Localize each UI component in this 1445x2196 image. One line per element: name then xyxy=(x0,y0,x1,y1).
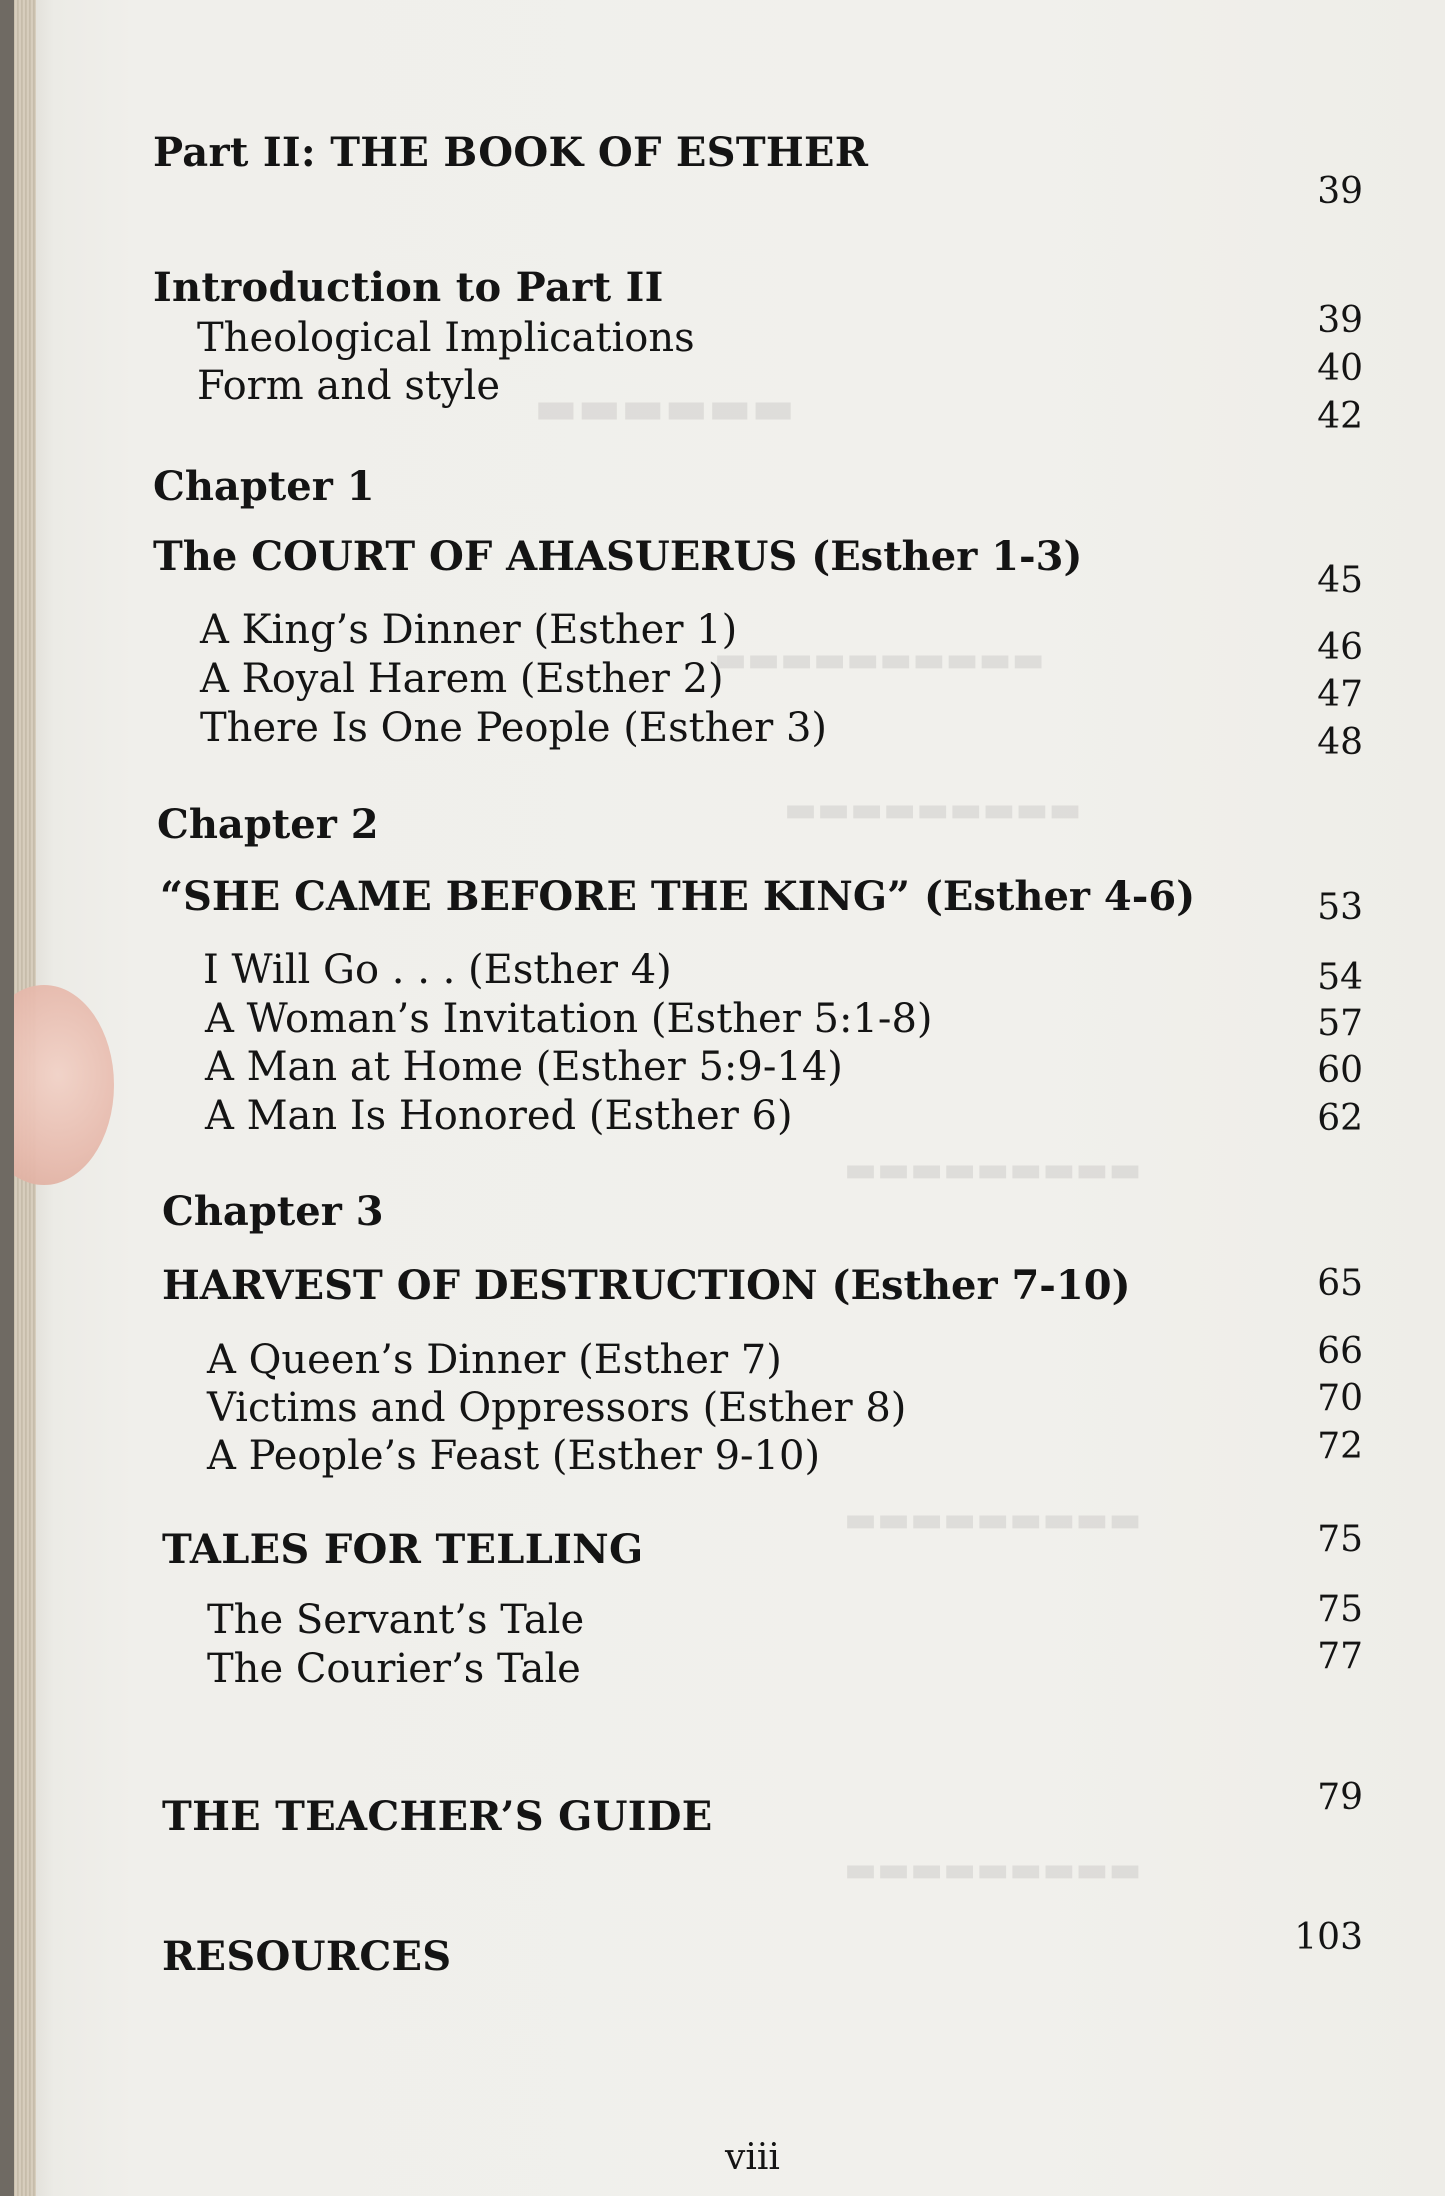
toc-entry: A Man at Home (Esther 5:9-14) xyxy=(205,1044,843,1090)
chapter-1-title-main: The COURT OF AHASUERUS xyxy=(153,533,798,580)
teacher-guide-title: THE TEACHER’S GUIDE xyxy=(162,1793,713,1840)
toc-entry: The Servant’s Tale xyxy=(207,1597,585,1643)
chapter-3-title-ref: (Esther 7-10) xyxy=(831,1262,1131,1309)
toc-entry: A Man Is Honored (Esther 6) xyxy=(205,1093,793,1139)
toc-entry: A People’s Feast (Esther 9-10) xyxy=(207,1433,821,1479)
toc-entry-page: 48 xyxy=(1317,722,1363,763)
toc-entry: There Is One People (Esther 3) xyxy=(200,705,827,751)
toc-entry-page: 77 xyxy=(1317,1636,1363,1677)
toc-entry-page: 54 xyxy=(1317,957,1363,998)
resources-page: 103 xyxy=(1294,1917,1363,1958)
tales-title: TALES FOR TELLING xyxy=(162,1526,644,1573)
chapter-2-title-main: “SHE CAME BEFORE THE KING” xyxy=(160,873,911,920)
page-number-footer: viii xyxy=(725,2137,780,2178)
toc-entry-page: 57 xyxy=(1317,1003,1363,1044)
toc-entry: Form and style xyxy=(197,363,501,409)
toc-entry: Victims and Oppressors (Esther 8) xyxy=(207,1385,907,1431)
chapter-2-page: 53 xyxy=(1317,887,1363,928)
toc-entry-page: 72 xyxy=(1317,1426,1363,1467)
toc-entry-page: 62 xyxy=(1317,1098,1363,1139)
toc-entry-page: 46 xyxy=(1317,627,1363,668)
toc-entry: A Queen’s Dinner (Esther 7) xyxy=(207,1337,782,1383)
chapter-3-title xyxy=(162,1262,1131,1309)
toc-entry-page: 75 xyxy=(1317,1589,1363,1630)
toc-entry: A Royal Harem (Esther 2) xyxy=(200,656,724,702)
toc-entry: A Woman’s Invitation (Esther 5:1-8) xyxy=(205,996,933,1042)
toc-entry: I Will Go . . . (Esther 4) xyxy=(203,947,672,993)
toc-entry: Theological Implications xyxy=(197,315,695,361)
toc-entry-page: 70 xyxy=(1317,1378,1363,1419)
toc-entry: The Courier’s Tale xyxy=(207,1646,581,1692)
chapter-1-label: Chapter 1 xyxy=(153,463,375,510)
chapter-1-title-ref: (Esther 1-3) xyxy=(811,533,1083,580)
teacher-guide-page: 79 xyxy=(1317,1777,1363,1818)
chapter-1-page: 45 xyxy=(1317,560,1363,601)
toc-entry-page: 42 xyxy=(1317,396,1363,437)
chapter-2-label: Chapter 2 xyxy=(157,801,379,848)
toc-entry-page: 40 xyxy=(1317,348,1363,389)
part-title: Part II: THE BOOK OF ESTHER xyxy=(153,129,869,176)
toc-entry-page: 47 xyxy=(1317,674,1363,715)
chapter-3-page: 65 xyxy=(1317,1263,1363,1304)
toc-entry-page: 66 xyxy=(1317,1331,1363,1372)
resources-title: RESOURCES xyxy=(162,1933,452,1980)
tales-page: 75 xyxy=(1317,1519,1363,1560)
part-page: 39 xyxy=(1317,171,1363,212)
chapter-3-title-main: HARVEST OF DESTRUCTION xyxy=(162,1262,818,1309)
toc-entry: A King’s Dinner (Esther 1) xyxy=(200,607,738,653)
chapter-1-title xyxy=(153,533,1083,580)
chapter-3-label: Chapter 3 xyxy=(162,1188,384,1235)
intro-page: 39 xyxy=(1317,300,1363,341)
chapter-2-title xyxy=(160,873,1196,920)
chapter-2-title-ref: (Esther 4-6) xyxy=(923,873,1196,920)
intro-title: Introduction to Part II xyxy=(153,264,664,311)
toc-entry-page: 60 xyxy=(1317,1050,1363,1091)
